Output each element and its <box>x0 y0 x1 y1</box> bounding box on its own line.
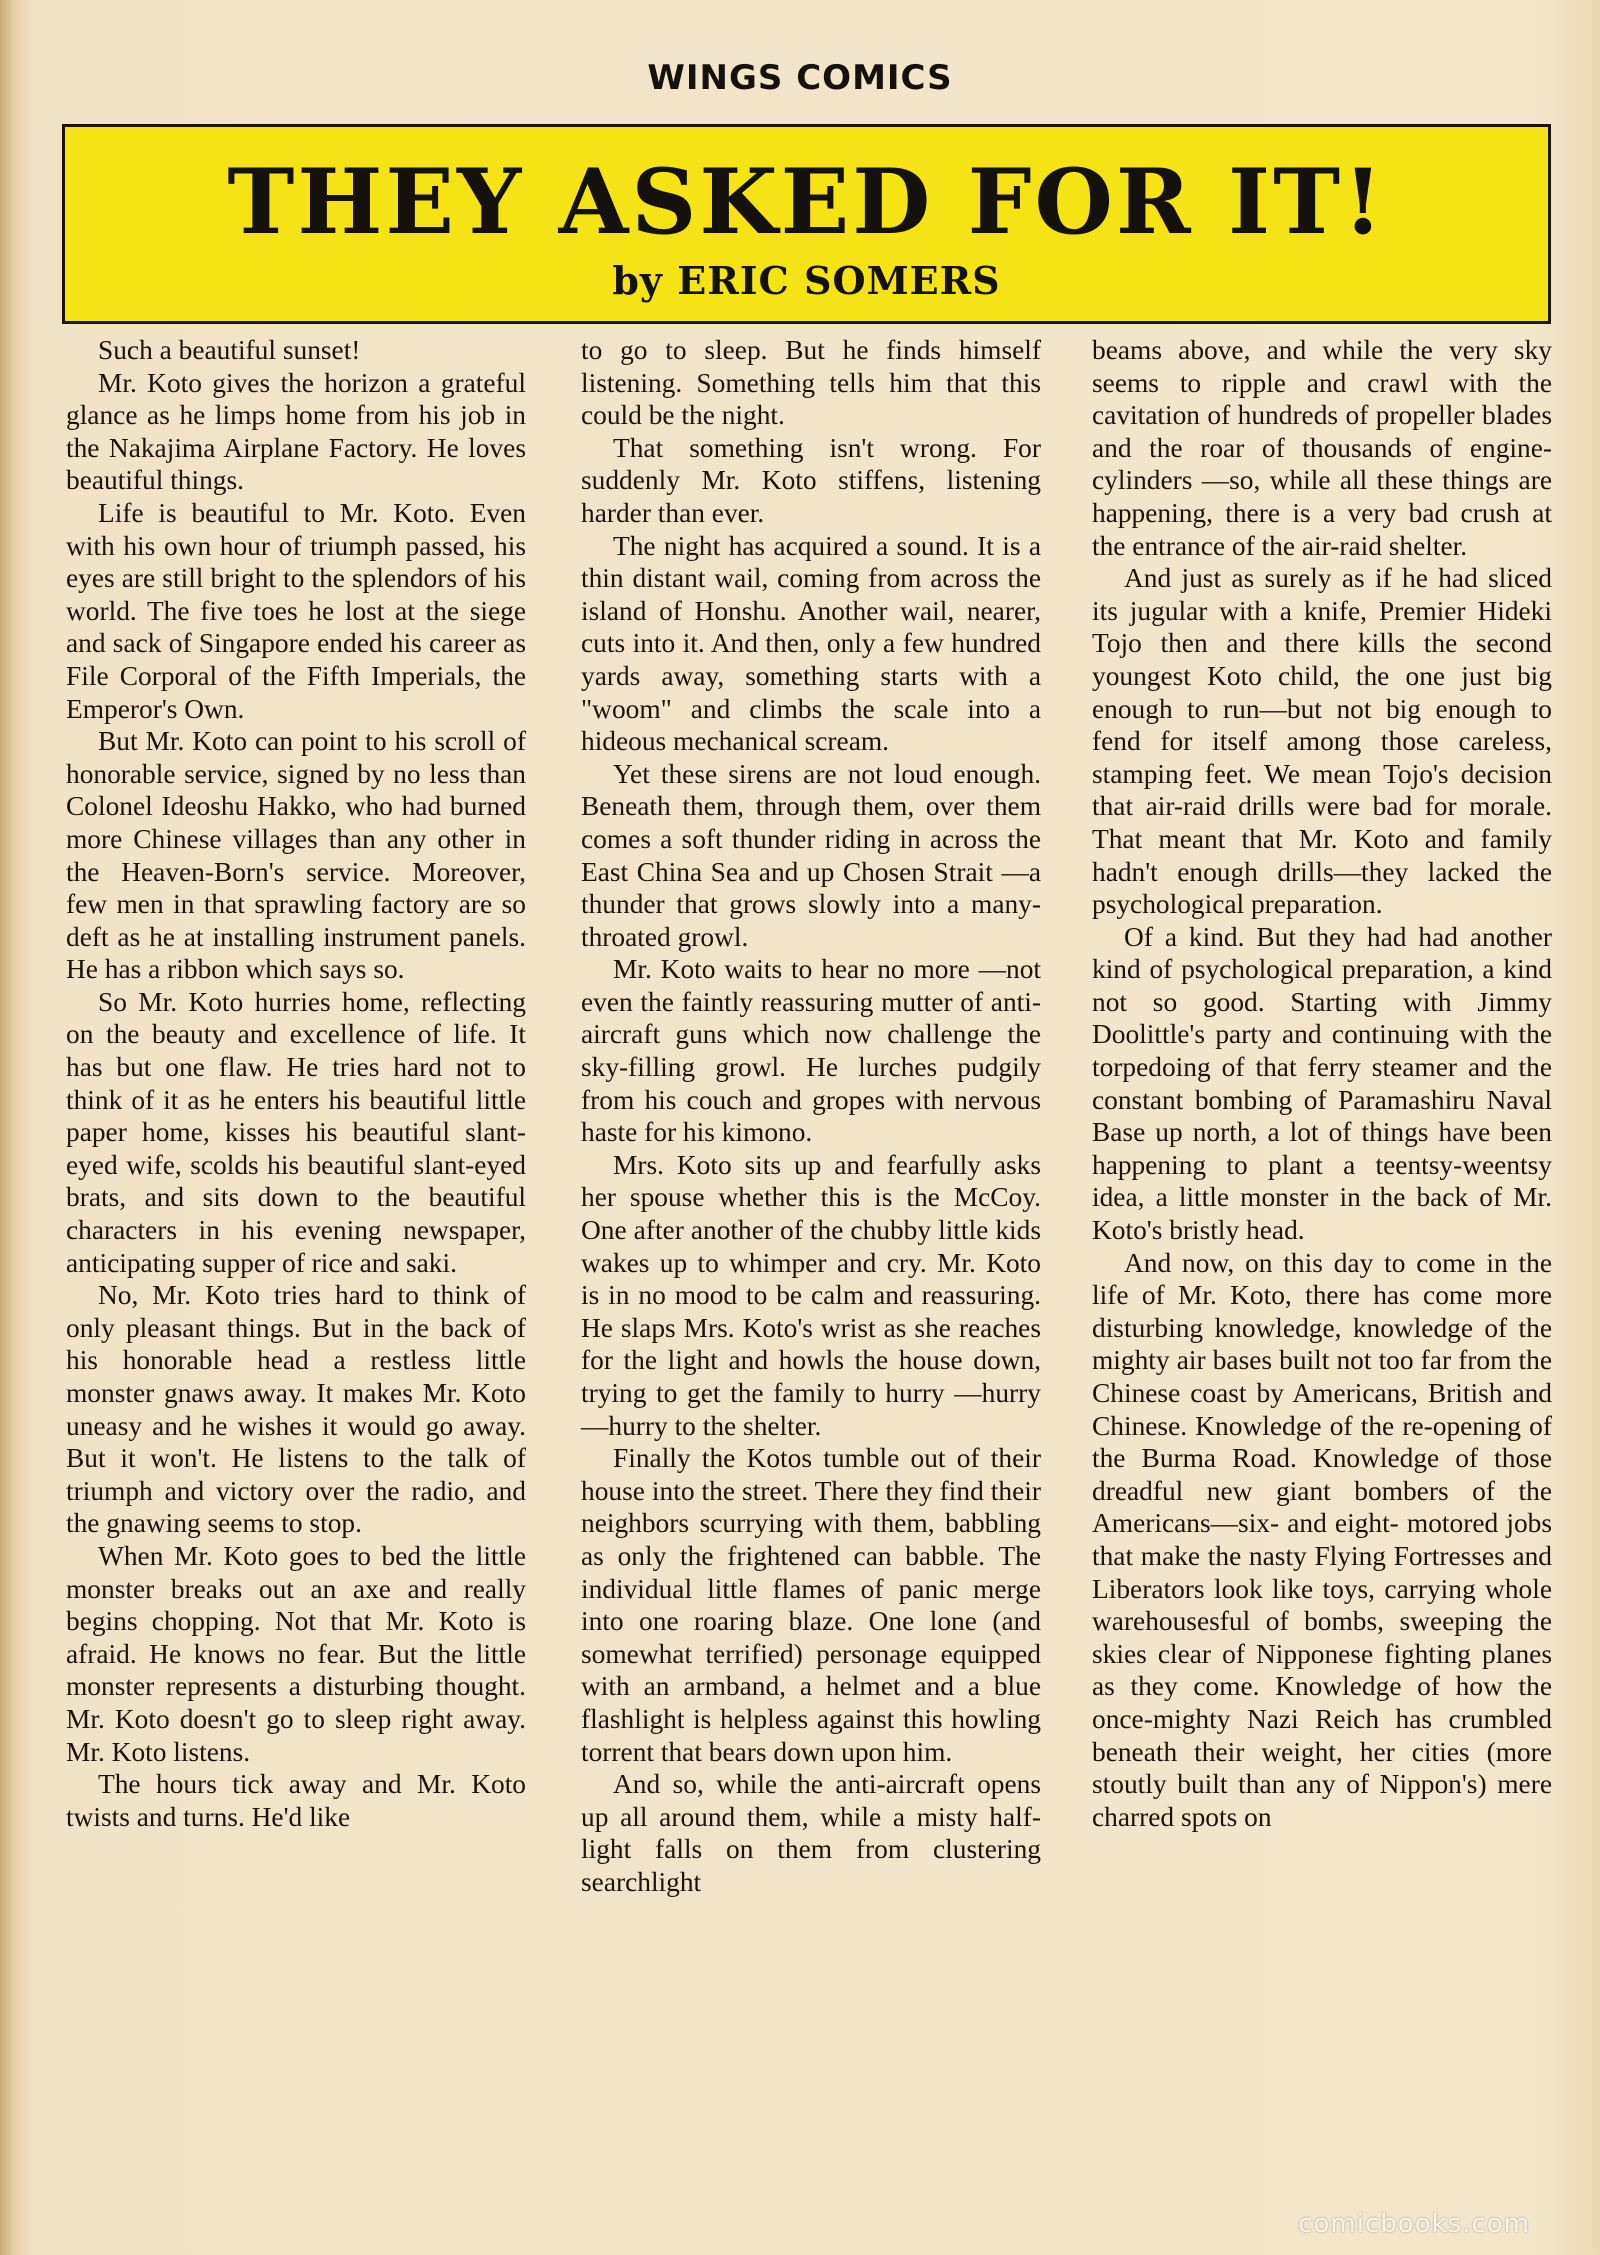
paragraph: Mr. Koto gives the horizon a grateful glance as he limps home from his job in the Nakajima Airplane Factory. He loves beautiful things. <box>66 367 526 496</box>
paragraph: No, Mr. Koto tries hard to think of only pleasant things. But in the back of his honorable head a restless little monster gnaws away. It makes Mr. Koto uneasy and he wishes it would go away. But it won't. He listens to the talk of triumph and victory over the radio, and the gnawing seems to stop. <box>66 1280 526 1539</box>
masthead: WINGS COMICS <box>647 58 953 98</box>
paragraph: The hours tick away and Mr. Koto twists and turns. He'd like <box>66 1769 526 1832</box>
paragraph: Mr. Koto waits to hear no more —not even the faintly reassuring mutter of anti-aircraft guns which now challenge the sky-filling growl. He lurches pudgily from his couch and gropes with nervous haste for his kimono. <box>581 954 1041 1148</box>
title-banner <box>62 124 1551 324</box>
paragraph: But Mr. Koto can point to his scroll of honorable service, signed by no less than Colonel Ideoshu Hakko, who had burned more Chinese villages than any other in the Heaven-Born's service. Moreover, few men in that sprawling factory are so deft as he at installing instrument panels. He has a ribbon which says so. <box>66 726 526 985</box>
text-column-1 <box>66 334 526 1833</box>
story-title: THEY ASKED FOR IT! <box>227 149 1386 255</box>
paragraph: beams above, and while the very sky seems to ripple and crawl with the cavitation of hundreds of propeller blades and the roar of thousands of engine-cylinders —so, while all these things are happening, there is a very bad crush at the entrance of the air-raid shelter. <box>1092 335 1552 561</box>
paragraph: Such a beautiful sunset! <box>98 335 361 365</box>
paragraph: The night has acquired a sound. It is a thin distant wail, coming from across the island of Honshu. Another wail, nearer, cuts into it. And then, only a few hundred yards away, something starts with a "woom" and climbs the scale into a hideous mechanical scream. <box>581 530 1041 757</box>
paragraph: And so, while the anti-aircraft opens up all around them, while a misty half-light falls on them from clustering searchlight <box>581 1769 1041 1897</box>
paragraph: to go to sleep. But he finds himself listening. Something tells him that this could be the night. <box>581 335 1041 431</box>
byline: by ERIC SOMERS <box>612 258 1001 303</box>
paragraph: Finally the Kotos tumble out of their house into the street. There they find their neighbors scurrying with them, babbling as only the frightened can babble. The individual little flames of panic merge into one roaring blaze. One lone (and somewhat terrified) personage equipped with an armband, a helmet and a blue flashlight is helpless against this howling torrent that bears down upon him. <box>581 1443 1041 1767</box>
text-column-3 <box>1092 334 1552 1833</box>
paragraph: Life is beautiful to Mr. Koto. Even with his own hour of triumph passed, his eyes are still bright to the splendors of his world. The five toes he lost at the siege and sack of Singapore ended his career as File Corporal of the Fifth Imperials, the Emperor's Own. <box>66 497 526 724</box>
watermark: comicbooks.com <box>1298 2209 1530 2239</box>
paragraph: So Mr. Koto hurries home, reflecting on the beauty and excellence of life. It has but one flaw. He tries hard not to think of it as he enters his beautiful little paper home, kisses his beautiful slant-eyed wife, scolds his beautiful slant-eyed brats, and sits down to the beautiful characters in his evening newspaper, anticipating supper of rice and saki. <box>66 986 526 1278</box>
paragraph: And now, on this day to come in the life of Mr. Koto, there has come more disturbing knowledge, knowledge of the mighty air bases built not too far from the Chinese coast by Americans, British and Chinese. Knowledge of the re-opening of the Burma Road. Knowledge of those dreadful new giant bombers of the Americans—six- and eight- motored jobs that make the nasty Flying Fortresses and Liberators look like toys, carrying whole warehousesful of bombs, sweeping the skies clear of Nipponese fighting planes as they come. Knowledge of how the once-mighty Nazi Reich has crumbled beneath their weight, her cities (more stoutly built than any of Nippon's) mere charred spots on <box>1092 1247 1552 1832</box>
paragraph: When Mr. Koto goes to bed the little monster breaks out an axe and really begins chopping. Not that Mr. Koto is afraid. He knows no fear. But the little monster represents a disturbing thought. Mr. Koto doesn't go to sleep right away. Mr. Koto listens. <box>66 1540 526 1767</box>
paragraph: Yet these sirens are not loud enough. Beneath them, through them, over them comes a soft thunder riding in across the East China Sea and up Chosen Strait —a thunder that grows slowly into a many-throated growl. <box>581 758 1041 952</box>
paragraph: And just as surely as if he had sliced its jugular with a knife, Premier Hideki Tojo then and there kills the second youngest Koto child, the one just big enough to run—but not big enough to fend for itself among those careless, stamping feet. We mean Tojo's decision that air-raid drills were bad for morale. That meant that Mr. Koto and family hadn't enough drills—they lacked the psychological preparation. <box>1092 563 1552 920</box>
paragraph: That something isn't wrong. For suddenly Mr. Koto stiffens, listening harder than ever. <box>581 432 1041 528</box>
paragraph: Of a kind. But they had had another kind of psychological preparation, a kind not so good. Starting with Jimmy Doolittle's party and continuing with the torpedoing of that ferry steamer and the constant bombing of Paramashiru Naval Base up north, a lot of things have been happening to plant a teentsy-weentsy idea, a little monster in the back of Mr. Koto's bristly head. <box>1092 921 1552 1246</box>
text-column-2 <box>581 334 1041 1899</box>
paragraph: Mrs. Koto sits up and fearfully asks her spouse whether this is the McCoy. One after another of the chubby little kids wakes up to whimper and cry. Mr. Koto is in no mood to be calm and reassuring. He slaps Mrs. Koto's wrist as she reaches for the light and howls the house down, trying to get the family to hurry —hurry—hurry to the shelter. <box>581 1149 1041 1441</box>
